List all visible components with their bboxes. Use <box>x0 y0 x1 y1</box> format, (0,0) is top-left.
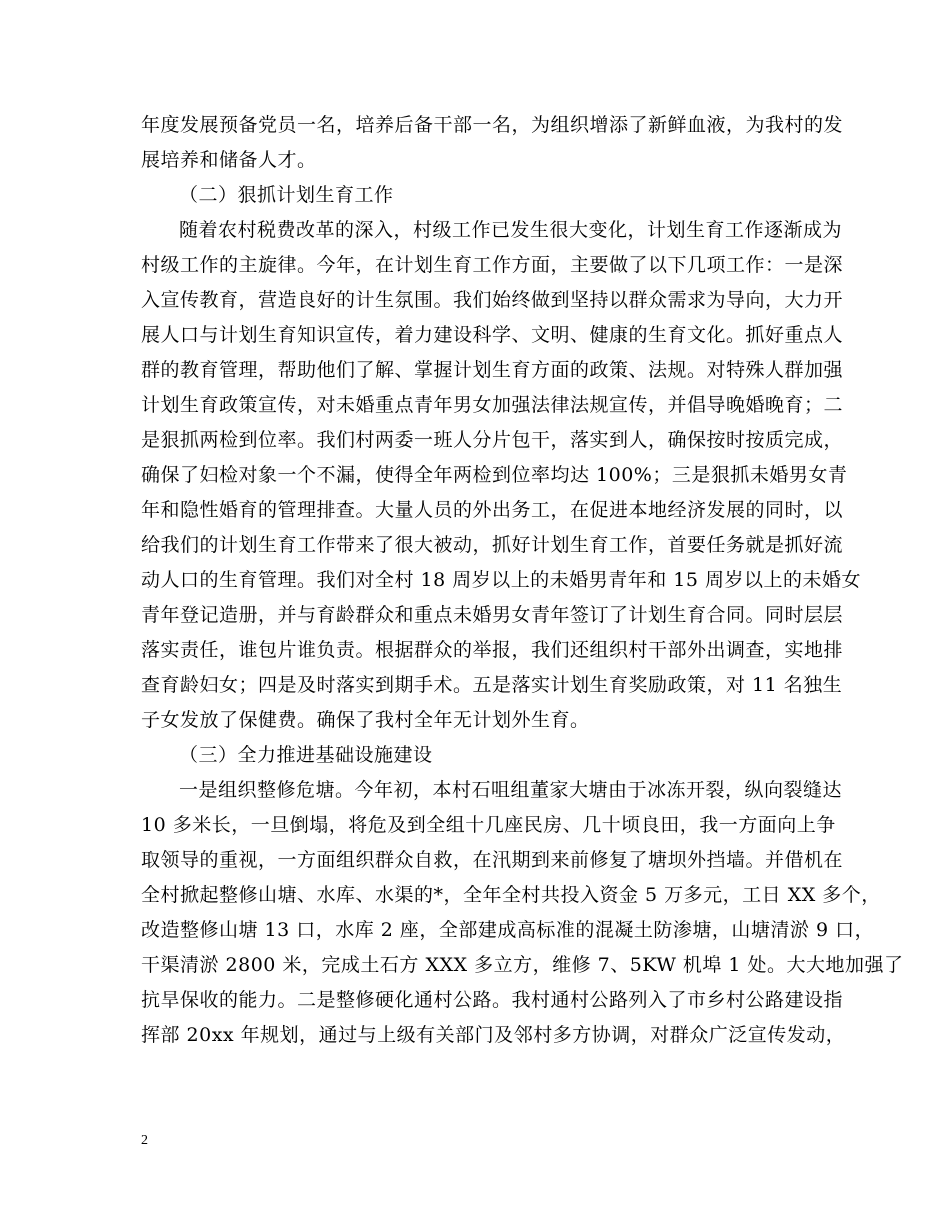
text-line: 全村掀起整修山塘、水库、水渠的*，全年全村共投入资金 5 万多元，工日 XX 多个， <box>141 884 881 906</box>
section-heading: （二）狠抓计划生育工作 <box>179 184 394 206</box>
page-number: 2 <box>141 1133 148 1148</box>
text-line: 计划生育政策宣传，对未婚重点青年男女加强法律法规宣传，并倡导晚婚晚育；二 <box>141 394 844 416</box>
text-line: 确保了妇检对象一个不漏，使得全年两检到位率均达 100%；三是狠抓未婚男女青 <box>141 464 848 486</box>
text-line: 年和隐性婚育的管理排查。大量人员的外出务工，在促进本地经济发展的同时，以 <box>141 499 844 521</box>
text-line: 挥部 20xx 年规划，通过与上级有关部门及邻村多方协调，对群众广泛宣传发动， <box>141 1024 846 1046</box>
text-line: 落实责任，谁包片谁负责。根据群众的举报，我们还组织村干部外出调查，实地排 <box>141 639 844 661</box>
text-line: 是狠抓两检到位率。我们村两委一班人分片包干，落实到人，确保按时按质完成， <box>141 429 844 451</box>
text-line: 一是组织整修危塘。今年初，本村石咀组董家大塘由于冰冻开裂，纵向裂缝达 <box>179 779 843 801</box>
text-line: 抗旱保收的能力。二是整修硬化通村公路。我村通村公路列入了市乡村公路建设指 <box>141 989 844 1011</box>
text-line: 干渠清淤 2800 米，完成土石方 XXX 多立方，维修 7、5KW 机埠 1 处。大大地加强了 <box>141 954 904 976</box>
text-line: 取领导的重视，一方面组织群众自救，在汛期到来前修复了塘坝外挡墙。并借机在 <box>141 849 844 871</box>
document-body <box>141 108 904 1053</box>
text-line: 展培养和储备人才。 <box>141 149 317 171</box>
text-line: 青年登记造册，并与育龄群众和重点未婚男女青年签订了计划生育合同。同时层层 <box>141 604 844 626</box>
text-line: 入宣传教育，营造良好的计生氛围。我们始终做到坚持以群众需求为导向，大力开 <box>141 289 844 311</box>
text-line: 查育龄妇女；四是及时落实到期手术。五是落实计划生育奖励政策，对 11 名独生 <box>141 674 843 696</box>
text-line: 子女发放了保健费。确保了我村全年无计划外生育。 <box>141 709 590 731</box>
section-heading: （三）全力推进基础设施建设 <box>179 744 433 766</box>
text-line: 村级工作的主旋律。今年，在计划生育工作方面，主要做了以下几项工作：一是深 <box>141 254 844 276</box>
text-line: 年度发展预备党员一名，培养后备干部一名，为组织增添了新鲜血液，为我村的发 <box>141 114 844 136</box>
text-line: 群的教育管理，帮助他们了解、掌握计划生育方面的政策、法规。对特殊人群加强 <box>141 359 844 381</box>
text-line: 改造整修山塘 13 口，水库 2 座，全部建成高标准的混凝土防渗塘，山塘清淤 9 口， <box>141 919 875 941</box>
text-line: 随着农村税费改革的深入，村级工作已发生很大变化，计划生育工作逐渐成为 <box>179 219 843 241</box>
text-line: 动人口的生育管理。我们对全村 18 周岁以上的未婚男青年和 15 周岁以上的未婚女 <box>141 569 862 591</box>
text-line: 给我们的计划生育工作带来了很大被动，抓好计划生育工作，首要任务就是抓好流 <box>141 534 844 556</box>
text-line: 展人口与计划生育知识宣传，着力建设科学、文明、健康的生育文化。抓好重点人 <box>141 324 844 346</box>
text-line: 10 多米长，一旦倒塌，将危及到全组十几座民房、几十顷良田，我一方面向上争 <box>141 814 836 836</box>
